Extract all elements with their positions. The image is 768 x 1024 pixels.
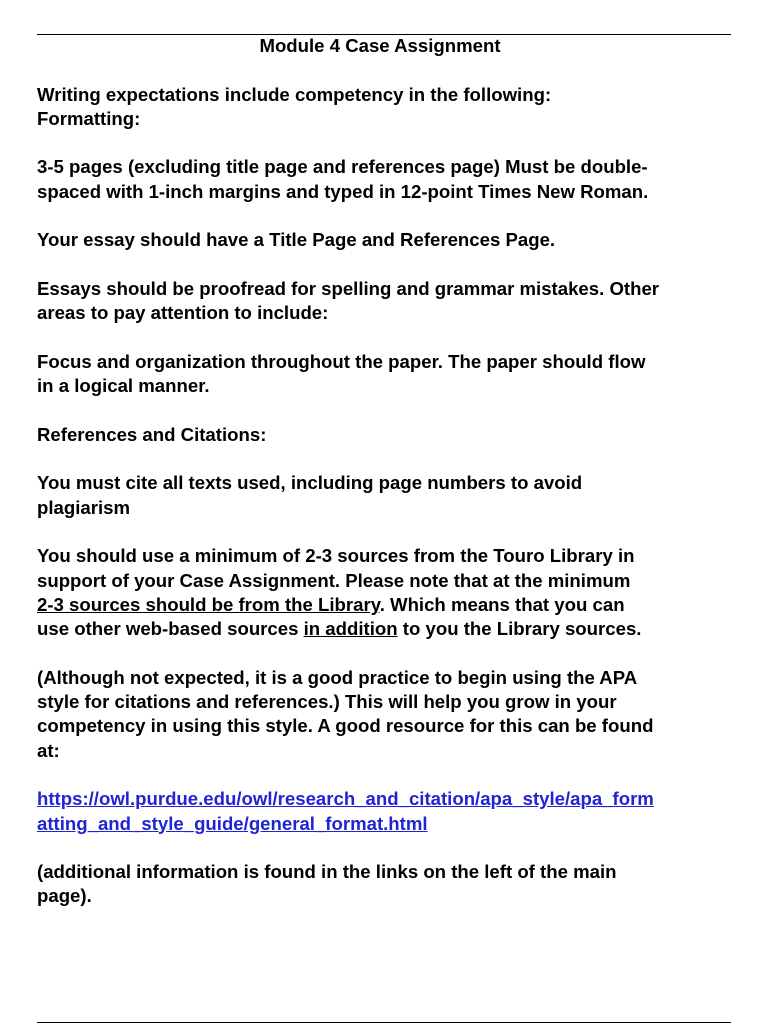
sources-line-end: to you the Library sources. [397, 618, 642, 640]
sources-line-rest: . Which means that you can [379, 593, 625, 615]
sources-line [37, 617, 737, 641]
pages-line: 3-5 pages (excluding title page and references page) Must be double- [37, 156, 648, 178]
focus-line: Focus and organization throughout the paper. The paper should flow [37, 350, 646, 372]
intro-line: Writing expectations include competency in the following: [37, 83, 552, 105]
apa-line: (Although not expected, it is a good practice to begin using the APA [37, 666, 638, 688]
title-page-paragraph [37, 228, 737, 252]
purdue-owl-link[interactable]: https://owl.purdue.edu/owl/research_and_citation/apa_style/apa_form [37, 788, 654, 810]
sources-line: support of your Case Assignment. Please note that at the minimum [37, 569, 631, 591]
apa-line: at: [37, 739, 60, 761]
in-addition-underlined: in addition [303, 618, 398, 640]
sources-line: You should use a minimum of 2-3 sources from the Touro Library in [37, 545, 635, 567]
cite-line: plagiarism [37, 496, 131, 518]
references-heading-paragraph [37, 423, 737, 447]
focus-paragraph [37, 350, 737, 399]
proofread-line: areas to pay attention to include: [37, 302, 329, 324]
sources-paragraph [37, 544, 737, 641]
apa-line: style for citations and references.) This will help you grow in your [37, 691, 617, 713]
page-title: Module 4 Case Assignment [259, 35, 501, 56]
additional-info-line: (additional information is found in the links on the left of the main [37, 861, 617, 883]
apa-line: competency in using this style. A good resource for this can be found [37, 715, 654, 737]
intro-paragraph [37, 83, 737, 132]
library-sources-underlined: 2-3 sources should be from the Library [37, 593, 380, 615]
pages-line: spaced with 1-inch margins and typed in 12-point Times New Roman. [37, 180, 649, 202]
additional-info-line: page). [37, 885, 92, 907]
cite-paragraph [37, 471, 737, 520]
sources-line-start: use other web-based sources [37, 618, 304, 640]
sources-line [37, 593, 737, 617]
purdue-owl-link-continued[interactable]: atting_and_style_guide/general_format.html [37, 812, 428, 834]
document-body [37, 34, 737, 909]
proofread-paragraph [37, 277, 737, 326]
additional-info-paragraph [37, 860, 737, 909]
pages-paragraph [37, 155, 737, 204]
references-heading: References and Citations: [37, 423, 267, 445]
focus-line: in a logical manner. [37, 375, 210, 397]
bottom-rule [37, 1022, 731, 1023]
title-page-line: Your essay should have a Title Page and References Page. [37, 229, 556, 251]
apa-paragraph [37, 666, 737, 763]
formatting-heading: Formatting: [37, 107, 141, 129]
proofread-line: Essays should be proofread for spelling and grammar mistakes. Other [37, 277, 660, 299]
link-paragraph [37, 787, 737, 836]
cite-line: You must cite all texts used, including page numbers to avoid [37, 472, 583, 494]
